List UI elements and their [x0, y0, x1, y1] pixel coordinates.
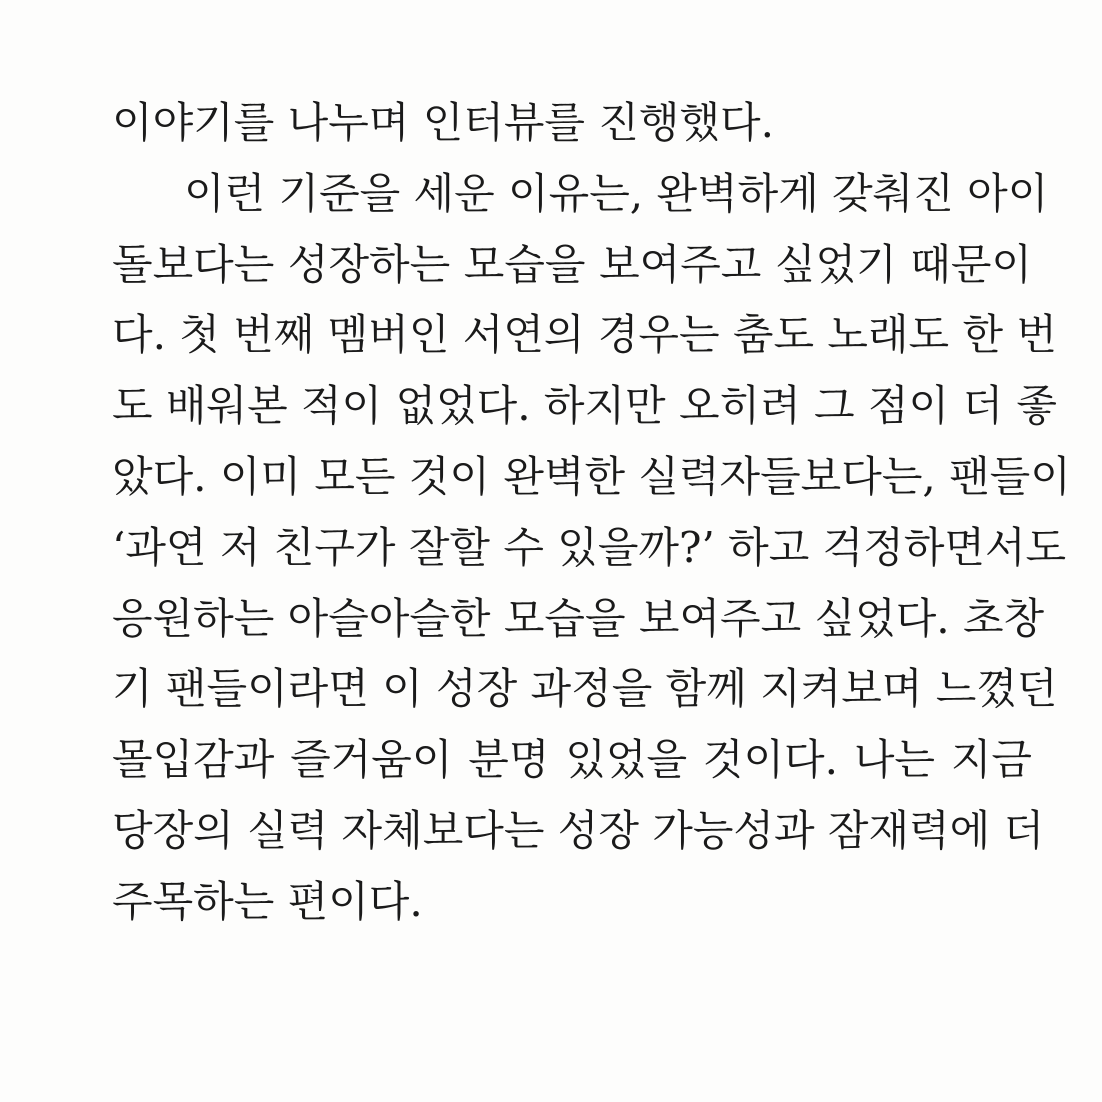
text-line: 도 배워본 적이 없었다. 하지만 오히려 그 점이 더 좋 [112, 381, 1057, 431]
text-line: 당장의 실력 자체보다는 성장 가능성과 잠재력에 더 [112, 805, 1045, 855]
text-line: 돌보다는 성장하는 모습을 보여주고 싶었기 때문이 [112, 239, 1032, 289]
text-line: 았다. 이미 모든 것이 완벽한 실력자들보다는, 팬들이 [112, 451, 1071, 501]
text-line: 응원하는 아슬아슬한 모습을 보여주고 싶었다. 초창 [112, 593, 1045, 643]
text-line: 주목하는 편이다. [112, 876, 423, 926]
text-line: ‘과연 저 친구가 잘할 수 있을까?’ 하고 걱정하면서도 [112, 522, 1067, 572]
text-line: 다. 첫 번째 멤버인 서연의 경우는 춤도 노래도 한 번 [112, 310, 1057, 360]
text-line: 이야기를 나누며 인터뷰를 진행했다. [112, 98, 774, 147]
body-text [112, 88, 1071, 938]
text-line: 몰입감과 즐거움이 분명 있었을 것이다. 나는 지금 [112, 735, 1032, 785]
text-line: 이런 기준을 세운 이유는, 완벽하게 갖춰진 아이 [184, 168, 1049, 218]
text-line: 기 팬들이라면 이 성장 과정을 함께 지켜보며 느꼈던 [112, 664, 1058, 714]
